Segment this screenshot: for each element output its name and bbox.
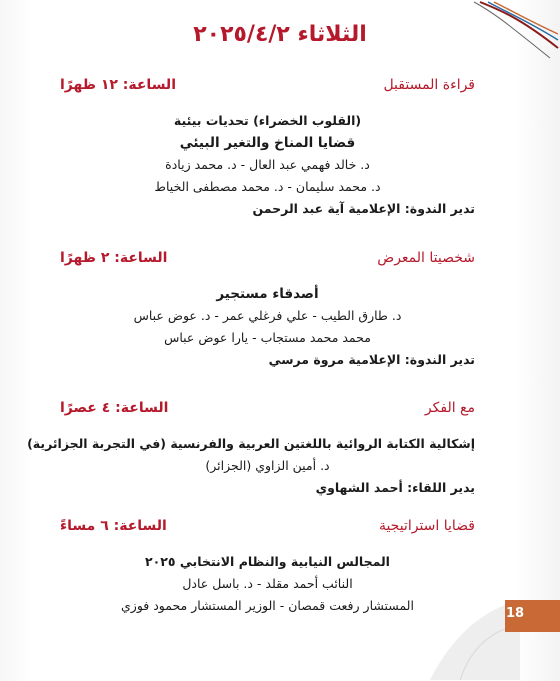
moderator: تدير الندوة: الإعلامية آية عبد الرحمن — [252, 201, 475, 216]
session-subtitle: (القلوب الخضراء) تحديات بيئية — [173, 113, 362, 128]
speakers-line: د. طارق الطيب - علي فرغلي عمر - د. عوض عباس — [133, 308, 402, 323]
session-name: شخصيتا المعرض — [377, 250, 475, 266]
session-name: مع الفكر — [424, 400, 475, 416]
session-name: قضايا استراتيجية — [378, 518, 475, 534]
speakers-line: د. محمد سليمان - د. محمد مصطفى الخياط — [154, 179, 381, 194]
session-name: قراءة المستقبل — [383, 77, 475, 93]
session-3 — [27, 397, 475, 499]
session-topic: إشكالية الكتابة الروائية باللغتين العربية والفرنسية (في التجربة الجزائرية) — [27, 436, 475, 451]
session-topic: المجالس النيابية والنظام الانتخابي ٢٠٢٥ — [145, 554, 390, 569]
page-curl-decoration — [410, 570, 520, 680]
session-time: الساعة: ١٢ ظهرًا — [60, 77, 176, 93]
session-time: الساعة: ٤ عصرًا — [60, 400, 169, 416]
moderator: تدير الندوة: الإعلامية مروة مرسي — [268, 352, 475, 367]
speakers-line: محمد محمد مستجاب - يارا عوض عباس — [164, 330, 371, 345]
moderator: يدير اللقاء: أحمد الشهاوي — [315, 480, 475, 495]
speakers-line: د. أمين الزاوي (الجزائر) — [205, 458, 330, 473]
speakers-line: النائب أحمد مقلد - د. باسل عادل — [182, 576, 353, 591]
page-number: 18 — [505, 606, 525, 621]
session-2 — [60, 247, 475, 371]
session-topic: قضايا المناخ والتغير البيئي — [179, 135, 356, 151]
speakers-line: د. خالد فهمي عبد العال - د. محمد زيادة — [165, 157, 370, 172]
session-time: الساعة: ٦ مساءً — [60, 518, 167, 534]
session-topic: أصدقاء مستجير — [216, 286, 319, 302]
session-time: الساعة: ٢ ظهرًا — [60, 250, 168, 266]
page-title: الثلاثاء ٢٠٢٥/٤/٢ — [193, 22, 367, 47]
session-1 — [60, 74, 475, 220]
speakers-line: المستشار رفعت قمصان - الوزير المستشار محمود فوزي — [121, 598, 414, 613]
